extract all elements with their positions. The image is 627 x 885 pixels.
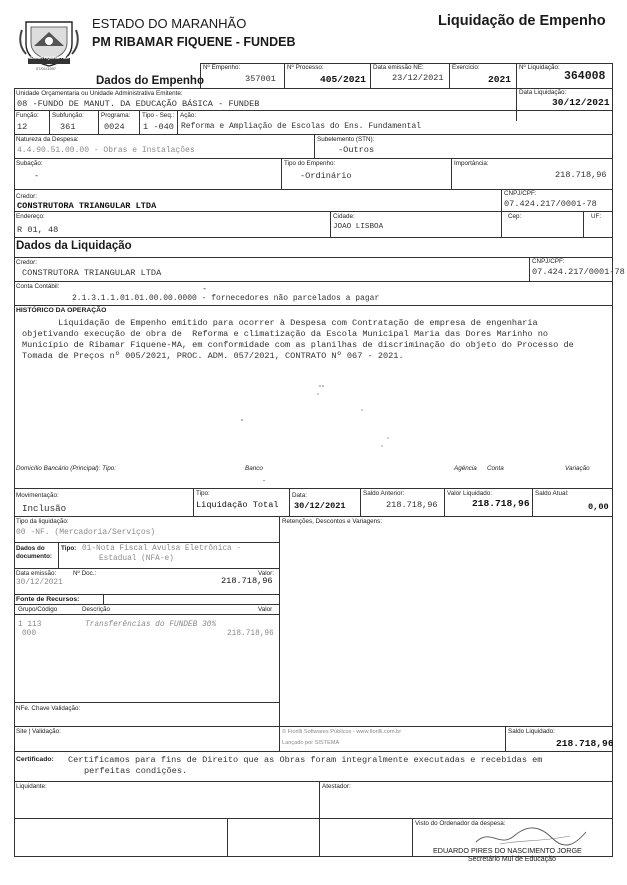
document-title: Liquidação de Empenho: [438, 13, 606, 29]
tipo-empenho-label: Tipo do Empenho:: [284, 160, 336, 167]
nf-doc-label: Nº Doc.:: [73, 570, 97, 577]
data-liquidacao: 30/12/2021: [552, 97, 610, 108]
fonte-codigo: 000: [22, 630, 37, 638]
endereco: R 01, 48: [17, 225, 59, 235]
saldo-liquidado-label: Saldo Liquidado:: [508, 728, 555, 735]
domicilio-label: Domicílio Bancário (Principal): Tipo:: [16, 465, 117, 472]
data: 30/12/2021: [294, 501, 346, 511]
tipo-liquidacao-label: Tipo da liquidação:: [16, 518, 69, 525]
subfuncao-label: Subfunção:: [52, 112, 84, 119]
fonte-col-grupo: Grupo/Código: [18, 606, 58, 613]
exercicio-label: Exercício:: [452, 64, 480, 71]
data-liquidacao-label: Data Liquidação:: [519, 89, 567, 96]
liquidante-label: Liquidante:: [16, 783, 47, 790]
historico-line: Liquidação de Empenho emitido para ocorrer à Despesa com Contratação de empresa de engenharia: [22, 318, 538, 328]
valor-liquidado-label: Valor Liquidado:: [447, 490, 493, 497]
cnpj-label: CNPJ/CPF:: [504, 190, 537, 197]
natureza: 4.4.90.51.00.00 - Obras e Instalações: [17, 146, 195, 155]
subacao-label: Subação:: [16, 160, 43, 167]
lancado-por: Lançado por SISTEMA: [282, 740, 340, 746]
historico-line: objetivando execução de obra de Reforma e climatização da Escola Municipal Maria das Dores Marinho no: [22, 329, 549, 339]
cep-label: Cep:: [508, 213, 522, 220]
cnpj: 07.424.217/0001-78: [504, 199, 597, 209]
unidade-label: Unidade Orçamentaria ou Unidade Administrativa Emitente:: [16, 90, 183, 97]
seal-year: 07/01/1997: [36, 66, 57, 71]
liq-cnpj: 07.424.217/0001-78: [532, 267, 625, 277]
natureza-label: Natureza da Despesa:: [16, 136, 79, 143]
numero-processo: 405/2021: [320, 74, 367, 85]
atestador-label: Atestador:: [322, 783, 351, 790]
tipo-label: Tipo:: [196, 490, 210, 497]
conta-bancaria-label: Conta: [487, 465, 504, 472]
saldo-atual: 0,00: [588, 502, 609, 512]
historico-line: Município de Ribamar Fiquene-MA, em conformidade com as planilhas de discriminação do objeto do Processo de: [22, 340, 574, 350]
numero-empenho: 357001: [245, 74, 276, 84]
agencia-label: Agência: [454, 465, 477, 472]
ordenador-nome: EDUARDO PIRES DO NASCIMENTO JORGE: [433, 846, 582, 855]
subelemento: -Outros: [338, 145, 375, 155]
doc-tipo: 01-Nota Fiscal Avulsa Eletrônica -: [82, 545, 242, 553]
state-name: ESTADO DO MARANHÃO: [92, 16, 247, 31]
retencoes-label: Retenções, Descontos e Variagens:: [282, 518, 382, 525]
banco-dash: -: [263, 477, 266, 484]
tipo-empenho: -Ordinário: [300, 171, 352, 181]
fonte-grupo: 1 113: [18, 621, 42, 629]
tipo-liquidacao: 00 -NF. (Mercadoria/Serviços): [16, 528, 156, 537]
fonte-descricao: Transferências do FUNDEB 30%: [85, 621, 217, 629]
data-emissao: 30/12/2021: [16, 579, 63, 587]
ordenador-cargo: Secretário Mul de Educação: [468, 856, 556, 863]
conta-contabil: 2.1.3.1.1.01.01.00.00.0000 - fornecedores não parcelados a pagar: [72, 294, 380, 303]
importancia-label: Importância:: [454, 160, 489, 167]
seal-icon: [18, 14, 80, 72]
fonte-label: Fonte de Recursos:: [16, 596, 80, 603]
uf-label: UF:: [591, 213, 602, 220]
programa-label: Programa:: [101, 112, 131, 119]
saldo-liquidado: 218.718,96: [556, 738, 614, 749]
conta-contabil-dash: -: [202, 284, 208, 294]
data-label: Data:: [292, 492, 308, 499]
entity-name: PM RIBAMAR FIQUENE - FUNDEB: [92, 35, 296, 49]
fonte-col-valor: Valor: [258, 606, 273, 613]
funcao-label: Função:: [16, 112, 39, 119]
acao-label: Ação:: [180, 112, 197, 119]
visto-ordenador-label: Visto do Ordenador da despesa:: [415, 820, 506, 827]
saldo-anterior-label: Saldo Anterior:: [363, 490, 405, 497]
saldo-atual-label: Saldo Atual:: [535, 490, 569, 497]
doc-tipo-2: Estadual (NFA-e): [99, 555, 174, 563]
historico-line: Tomada de Preços nº 005/2021, PROC. ADM. 057/2021, CONTRATO Nº 067 - 2021.: [22, 351, 404, 361]
funcao: 12: [17, 122, 28, 132]
endereco-label: Endereço:: [16, 213, 45, 220]
valor-liquidado: 218.718,96: [472, 498, 530, 509]
fiorilli-credit: © Fiorilli Softwares Públicos - www.fiorilli.com.br: [282, 729, 402, 735]
banco-label: Banco: [245, 465, 263, 472]
acao: Reforma e Ampliação de Escolas do Ens. Fundamental: [181, 122, 422, 131]
subacao: -: [34, 171, 40, 181]
tipo-seq-label: Tipo - Seq.:: [142, 112, 175, 119]
numero-processo-label: Nº Processo:: [287, 64, 324, 71]
seal-caption: RIBAMAR FIQUENE - MA: [26, 56, 69, 60]
subelemento-label: Subelemento (STN):: [317, 136, 375, 143]
data-emissao-ne-label: Data emissão NE:: [373, 64, 424, 71]
movimentacao-label: Movimentação:: [16, 492, 59, 499]
importancia: 218.718,96: [555, 170, 607, 180]
credor: CONSTRUTORA TRIANGULAR LTDA: [17, 201, 157, 211]
data-emissao-ne: 23/12/2021: [392, 73, 444, 83]
section-dados-empenho: Dados do Empenho: [96, 75, 204, 87]
certificado-text-2: perfeitas condições.: [84, 766, 188, 776]
nfe-chave-label: NFe. Chave Validação:: [16, 705, 81, 712]
certificado-label: Certificado:: [16, 756, 54, 763]
site-validacao-label: Site | Validação:: [16, 728, 61, 735]
saldo-anterior: 218.718,96: [386, 500, 438, 510]
liq-credor-label: Credor:: [16, 259, 37, 266]
liq-credor: CONSTRUTORA TRIANGULAR LTDA: [22, 268, 162, 278]
subfuncao: 361: [60, 122, 76, 132]
numero-liquidacao: 364008: [564, 70, 606, 83]
movimentacao: Inclusão: [22, 503, 67, 514]
numero-empenho-label: Nº Empenho:: [203, 64, 241, 71]
tipo: Liquidação Total: [196, 500, 279, 510]
cidade-label: Cidade:: [333, 213, 355, 220]
doc-tipo-label: Tipo:: [61, 545, 77, 552]
programa: 0024: [104, 122, 125, 132]
municipal-seal: [18, 14, 80, 72]
conta-contabil-label: Conta Contábil:: [16, 283, 60, 290]
credor-label: Credor:: [16, 193, 37, 200]
cidade: JOAO LISBOA: [333, 223, 384, 231]
tipo-seq: 1 -040: [143, 122, 174, 132]
liq-cnpj-label: CNPJ/CPF:: [532, 258, 565, 265]
unidade: 08 -FUNDO DE MANUT. DA EDUCAÇÃO BÁSICA - FUNDEB: [17, 99, 260, 109]
dados-documento-label: Dados do documento:: [16, 545, 53, 560]
numero-liquidacao-label: Nº Liquidação:: [519, 64, 560, 71]
valor-doc: 218.718,96: [221, 576, 273, 586]
section-dados-liquidacao: Dados da Liquidação: [16, 240, 132, 252]
valor-doc-label: Valor:: [258, 570, 274, 577]
historico-label: HISTÓRICO DA OPERAÇÃO: [16, 307, 107, 314]
data-emissao-label: Data emissão:: [16, 570, 57, 577]
variacao-label: Variação: [565, 465, 590, 472]
fonte-valor: 218.718,96: [227, 630, 274, 638]
fonte-col-descricao: Descrição: [82, 606, 110, 613]
exercicio: 2021: [488, 74, 512, 85]
scan-specks: [230, 380, 410, 460]
certificado-text-1: Certificamos para fins de Direito que as Obras foram integralmente executadas e recebidas em: [68, 755, 543, 765]
